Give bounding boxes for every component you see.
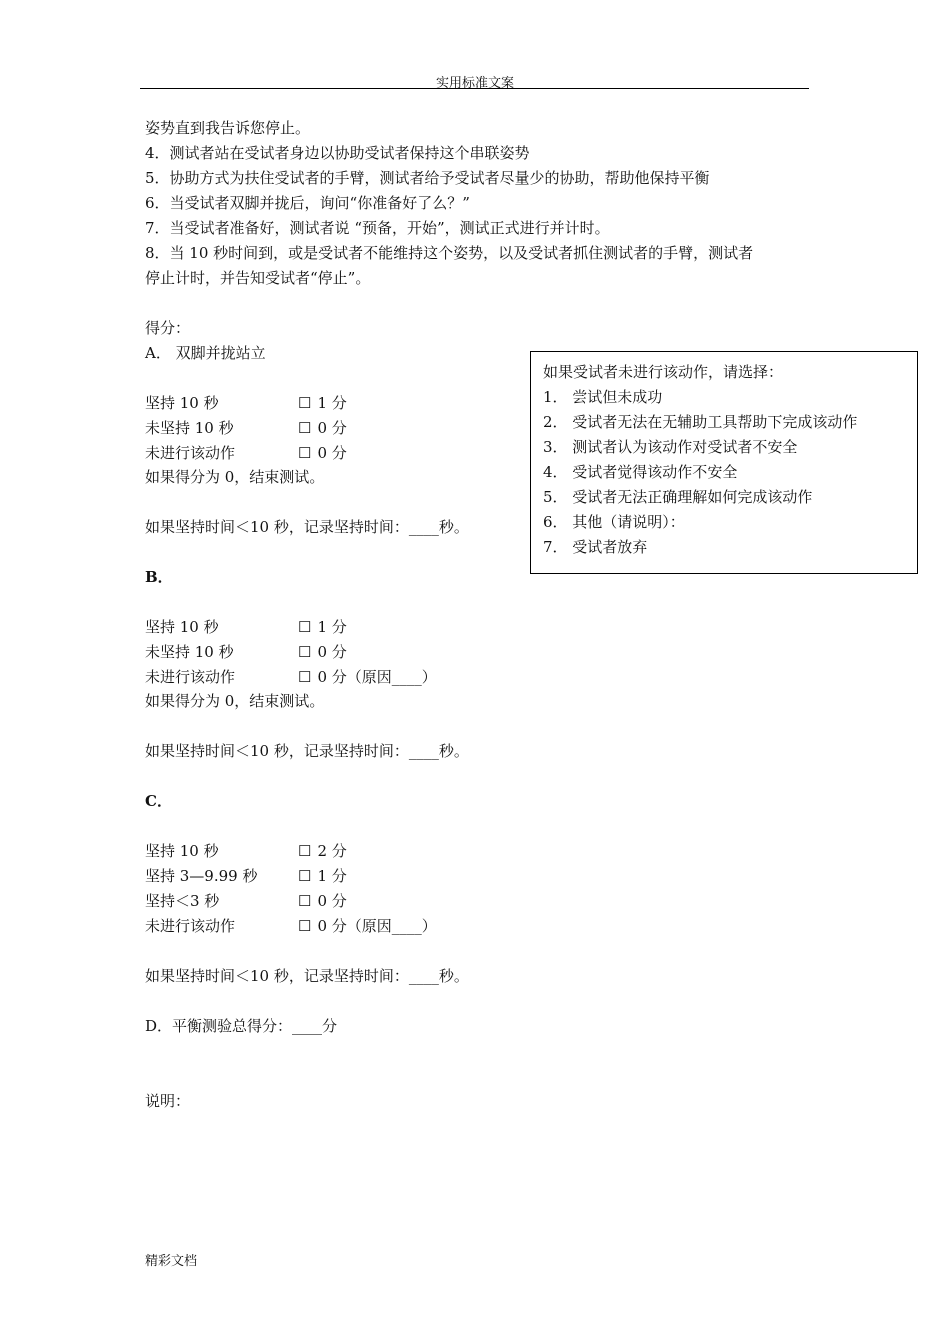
note-box-heading: 如果受试者未进行该动作，请选择： — [543, 363, 784, 381]
section-b-row-score: 0 分（原因____） — [317, 668, 437, 686]
section-a-row-score: 0 分 — [317, 419, 347, 437]
section-b-row-label: 未坚持 10 秒 — [145, 643, 234, 661]
section-c-row-score: 0 分（原因____） — [317, 917, 437, 935]
section-c-row-label: 坚持＜3 秒 — [145, 892, 220, 910]
checkbox-icon[interactable]: ☐ — [298, 917, 312, 935]
note-box-item: 5． 受试者无法正确理解如何完成该动作 — [543, 488, 813, 506]
footer-text: 精彩文档 — [145, 1254, 198, 1269]
checkbox-icon[interactable]: ☐ — [298, 618, 312, 636]
section-a-row-label: 未进行该动作 — [145, 444, 236, 462]
section-a-row-score: 0 分 — [317, 444, 347, 462]
section-d-total: D．平衡测验总得分：____分 — [145, 1017, 338, 1035]
not-performed-reasons-box — [530, 351, 918, 574]
intro-line: 5．协助方式为扶住受试者的手臂，测试者给予受试者尽量少的协助，帮助他保持平衡 — [145, 169, 710, 187]
section-a-title: A． 双脚并拢站立 — [145, 344, 266, 362]
score-heading: 得分： — [145, 319, 191, 337]
section-b-row-score: 1 分 — [317, 618, 347, 636]
header-title: 实用标准文案 — [435, 76, 514, 91]
section-b-end-note: 如果得分为 0，结束测试。 — [145, 692, 325, 710]
section-c-title: C． — [145, 792, 172, 810]
note-box-item: 2． 受试者无法在无辅助工具帮助下完成该动作 — [543, 413, 858, 431]
section-b-time-note: 如果坚持时间＜10 秒，记录坚持时间：____秒。 — [145, 742, 469, 760]
intro-line: 停止计时，并告知受试者“停止”。 — [145, 269, 371, 287]
note-box-item: 7． 受试者放弃 — [543, 538, 648, 556]
section-a-end-note: 如果得分为 0，结束测试。 — [145, 468, 325, 486]
section-c-row-label: 坚持 3—9.99 秒 — [145, 867, 258, 885]
intro-line: 7．当受试者准备好，测试者说 “预备，开始”，测试正式进行并计时。 — [145, 219, 610, 237]
header-rule — [140, 88, 809, 89]
intro-line: 4．测试者站在受试者身边以协助受试者保持这个串联姿势 — [145, 144, 530, 162]
explanation-label: 说明： — [145, 1092, 191, 1110]
checkbox-icon[interactable]: ☐ — [298, 419, 312, 437]
note-box-item: 4． 受试者觉得该动作不安全 — [543, 463, 738, 481]
section-a-row-label: 未坚持 10 秒 — [145, 419, 234, 437]
section-a-row-score: 1 分 — [317, 394, 347, 412]
checkbox-icon[interactable]: ☐ — [298, 842, 312, 860]
checkbox-icon[interactable]: ☐ — [298, 668, 312, 686]
checkbox-icon[interactable]: ☐ — [298, 394, 312, 412]
section-c-row-score: 1 分 — [317, 867, 347, 885]
section-b-row-label: 坚持 10 秒 — [145, 618, 219, 636]
section-c-row-label: 坚持 10 秒 — [145, 842, 219, 860]
section-a-time-note: 如果坚持时间＜10 秒，记录坚持时间：____秒。 — [145, 518, 469, 536]
note-box-item: 6． 其他（请说明）： — [543, 513, 685, 531]
checkbox-icon[interactable]: ☐ — [298, 867, 312, 885]
section-c-time-note: 如果坚持时间＜10 秒，记录坚持时间：____秒。 — [145, 967, 469, 985]
checkbox-icon[interactable]: ☐ — [298, 892, 312, 910]
section-b-row-label: 未进行该动作 — [145, 668, 236, 686]
section-c-row-score: 2 分 — [317, 842, 347, 860]
intro-line: 6．当受试者双脚并拢后，询问“你准备好了么？” — [145, 194, 470, 212]
section-b-row-score: 0 分 — [317, 643, 347, 661]
note-box-item: 3． 测试者认为该动作对受试者不安全 — [543, 438, 798, 456]
section-c-row-label: 未进行该动作 — [145, 917, 236, 935]
intro-line: 8．当 10 秒时间到，或是受试者不能维持这个姿势，以及受试者抓住测试者的手臂，测试者 — [145, 244, 754, 262]
checkbox-icon[interactable]: ☐ — [298, 643, 312, 661]
section-b-title: B． — [145, 568, 173, 586]
section-a-row-label: 坚持 10 秒 — [145, 394, 219, 412]
section-c-row-score: 0 分 — [317, 892, 347, 910]
intro-line: 姿势直到我告诉您停止。 — [145, 119, 311, 137]
checkbox-icon[interactable]: ☐ — [298, 444, 312, 462]
note-box-item: 1． 尝试但未成功 — [543, 388, 663, 406]
